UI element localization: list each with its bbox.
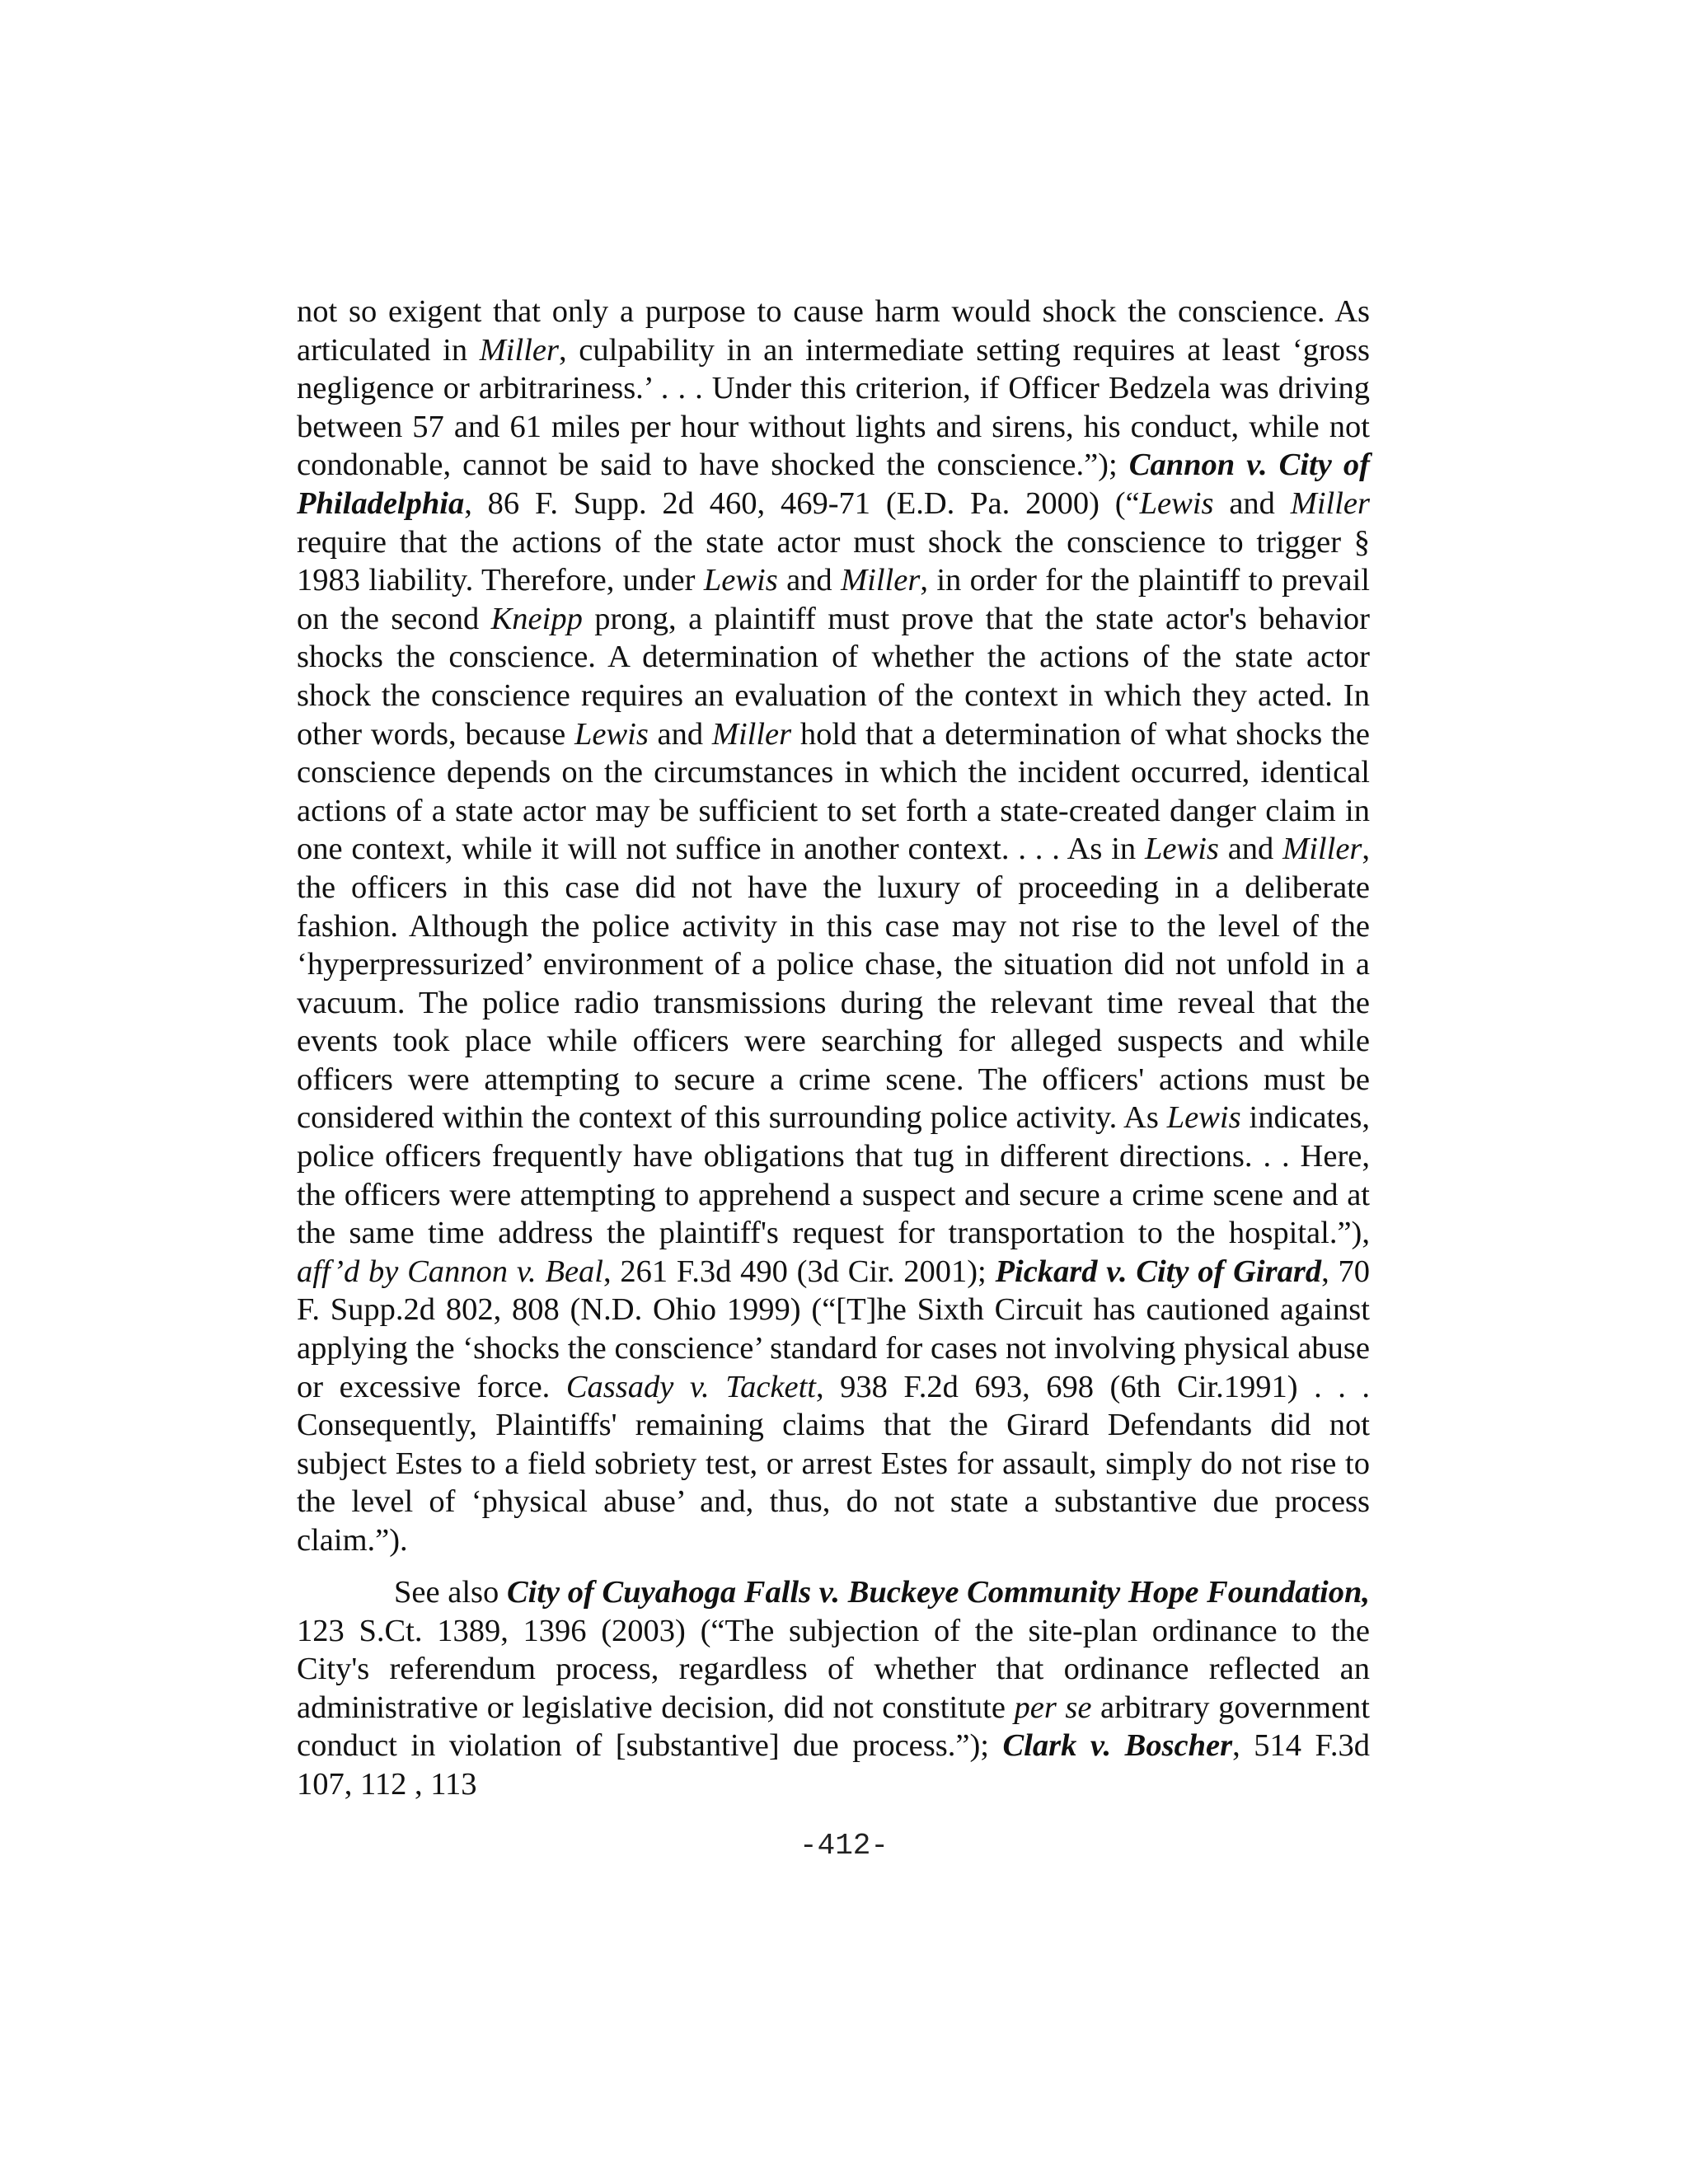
case-name-lewis: Lewis [1145,832,1219,867]
text-run: , in order for the plaintiff to prevail on the second [297,563,1370,636]
text-run: and [1213,485,1291,521]
text-run: See also [394,1575,507,1610]
text-run: prong, a plaintiff must prove that the state actor's behavior shocks the conscience. A determination of whether the actions of the state actor shock the conscience requires an evaluation of the context in which they acted. In other words, because [297,601,1371,752]
text-run: require that the actions of the state actor must shock the conscience to trigger § 1983 liability. Therefore, under [297,524,1370,598]
case-name-kneipp: Kneipp [490,601,583,636]
text-run: 123 S.Ct. 1389, 1396 (2003) (“The subjection of the site-plan ordinance to the City's referendum process, regardless of whether that ordinance reflected an administrative or legislative decision, did not constitute [297,1613,1370,1725]
paragraph-text [297,1573,1370,1804]
text-run: , 261 F.3d 490 (3d Cir. 2001); [603,1254,996,1289]
text-run: not so exigent that only a purpose to cause harm would shock the conscience. As articulated in [297,294,1370,368]
case-name-cassady: Cassady v. Tackett [565,1369,816,1404]
text-run: , 86 F. Supp. 2d 460, 469-71 (E.D. Pa. 2000) (“ [464,485,1140,521]
text-run: , 514 F.3d 107, 112 , 113 [297,1728,1370,1802]
case-name-miller: Miller [479,332,559,368]
text-run: and [1218,832,1283,867]
text-run: , the officers in this case did not have the luxury of proceeding in a deliberate fashion. Although the police activity in this case may not rise to the level of the ‘hyperpressurized’ environment of a police chase, the situation did not unfold in a vacuum. The police radio transmissions during the relevant time reveal that the events took place while officers were searching for alleged suspects and while officers were attempting to secure a crime scene. The officers' actions must be considered within the context of this surrounding police activity. As [297,832,1371,1136]
case-name-lewis: Lewis [703,563,778,598]
case-name-lewis: Lewis [1166,1100,1241,1136]
case-name-miller: Miller [1290,485,1370,521]
paragraph-see-also [297,1573,1370,1804]
text-run: , 70 F. Supp.2d 802, 808 (N.D. Ohio 1999) (“[T]he Sixth Circuit has cautioned against applying the ‘shocks the conscience’ standard for cases not involving physical abuse or excessive force. [297,1254,1370,1404]
case-name-lewis: Lewis [574,716,649,752]
text-run: and [648,716,712,752]
text-run: indicates, police officers frequently have obligations that tug in different directions. . . Here, the officers were attempting to apprehend a suspect and secure a crime scene and at the same time address the plaintiff's request for transportation to the hospital.”), [297,1100,1370,1251]
case-citation-pickard: Pickard v. City of Girard [995,1254,1322,1289]
text-run: hold that a determination of what shocks the conscience depends on the circumstances in which the incident occurred, identical actions of a state actor may be sufficient to set forth a state-created danger claim in one context, while it will not suffice in another context. . . . As in [297,716,1370,867]
case-citation-cannon: Cannon v. City of Philadelphia [297,448,1370,521]
case-citation-cuyahoga-falls: City of Cuyahoga Falls v. Buckeye Community Hope Foundation, [506,1575,1371,1610]
latin-phrase-per-se: per se [1014,1690,1092,1725]
case-name-lewis: Lewis [1139,485,1214,521]
case-name-miller: Miller [711,716,792,752]
text-run: arbitrary government conduct in violation of [substantive] due process.”); [297,1690,1370,1764]
paragraph-continued-citations [297,293,1370,1560]
case-name-miller: Miller [1282,832,1362,867]
paragraph-text [297,293,1370,1560]
text-run: , 938 F.2d 693, 698 (6th Cir.1991) . . . Consequently, Plaintiffs' remaining claims that the Girard Defendants did not subject Estes to a field sobriety test, or arrest Estes for assault, simply do not rise to the level of ‘physical abuse’ and, thus, do not state a substantive due process claim.”). [297,1369,1370,1558]
text-run: and [777,563,842,598]
page-number: -412- [799,1829,889,1863]
subsequent-history-cannon-beal: aff’d by Cannon v. Beal [297,1254,603,1289]
text-run: , culpability in an intermediate setting requires at least ‘gross negligence or arbitrariness.’ . . . Under this criterion, if Officer Bedzela was driving between 57 and 61 miles per hour without lights and sirens, his conduct, while not condonable, cannot be said to have shocked the conscience.”); [297,332,1371,483]
case-citation-clark: Clark v. Boscher [1002,1728,1233,1764]
case-name-miller: Miller [841,563,921,598]
